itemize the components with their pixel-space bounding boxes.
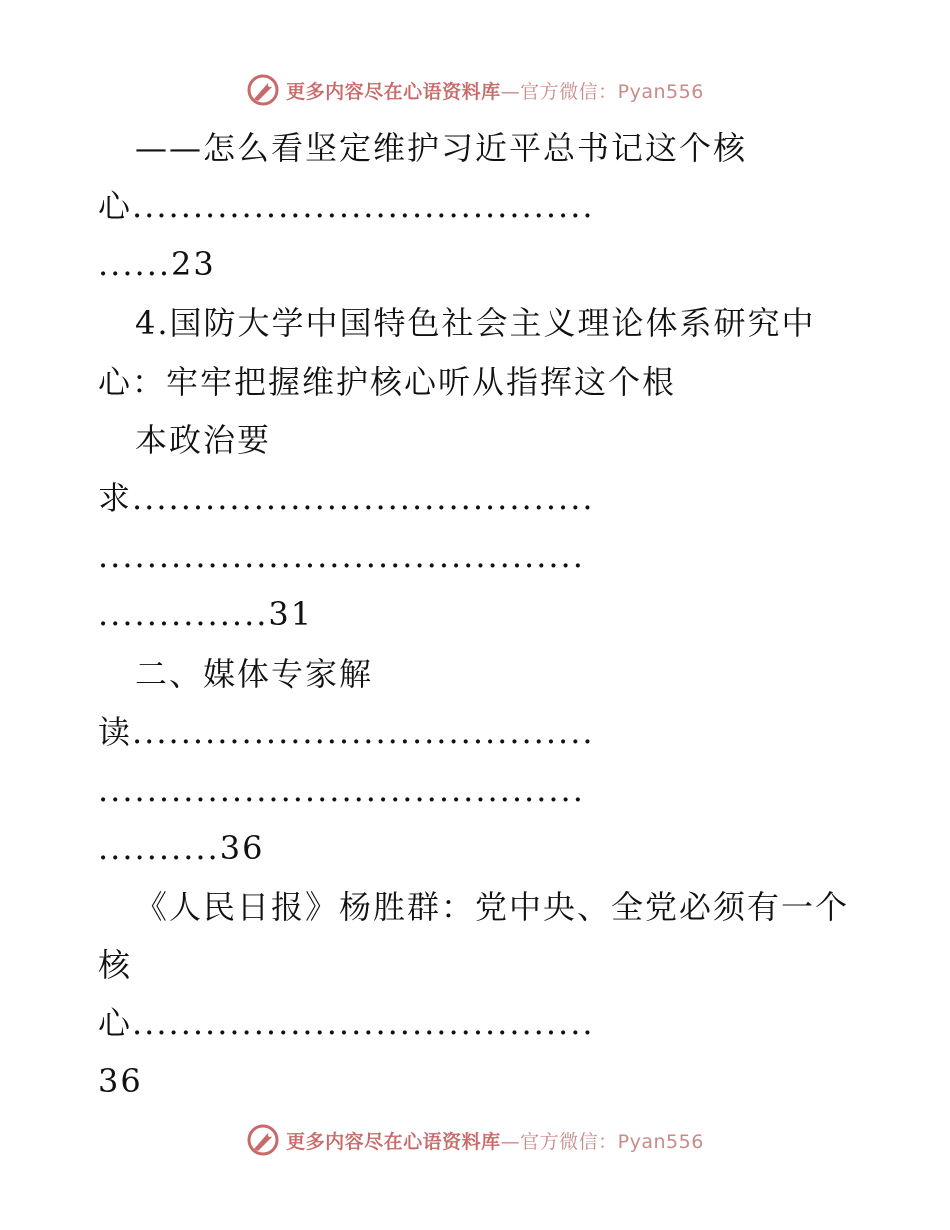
toc-leader-line: 心......................................: [98, 1004, 595, 1042]
toc-page-number-line: 36: [98, 1062, 143, 1100]
footer-banner: [0, 1120, 950, 1160]
toc-leader-line: 读......................................: [98, 713, 595, 751]
banner-text: [286, 1127, 704, 1154]
banner-contact: 官方微信：Pyan556: [520, 80, 704, 103]
toc-line: ——怎么看坚定维护习近平总书记这个核: [135, 129, 748, 167]
pen-logo-icon: [246, 73, 280, 107]
banner-separator: —: [500, 1130, 521, 1153]
header-banner: [0, 70, 950, 110]
banner-separator: —: [500, 80, 521, 103]
pen-logo-icon: [246, 1123, 280, 1157]
toc-line: 心：牢牢把握维护核心听从指挥这个根: [98, 363, 677, 401]
toc-leader-line: ........................................: [98, 537, 585, 575]
banner-text: [286, 77, 704, 104]
toc-leader-line: 求......................................: [98, 479, 595, 517]
toc-page-number-line: ..............31: [98, 595, 314, 633]
toc-page-number-line: ......23: [98, 245, 216, 283]
toc-leader-line: ........................................: [98, 771, 585, 809]
banner-brand: 更多内容尽在心语资料库: [286, 1130, 501, 1153]
banner-contact: 官方微信：Pyan556: [520, 1130, 704, 1153]
toc-line: 《人民日报》杨胜群：党中央、全党必须有一个: [135, 888, 850, 926]
toc-page-number-line: ..........36: [98, 829, 265, 867]
toc-line: 核: [98, 946, 133, 984]
toc-line: 4.国防大学中国特色社会主义理论体系研究中: [135, 304, 816, 342]
banner-brand: 更多内容尽在心语资料库: [286, 80, 501, 103]
toc-leader-line: 心......................................: [98, 187, 595, 225]
toc-section-heading: 二、媒体专家解: [135, 655, 374, 693]
toc-line: 本政治要: [135, 421, 272, 459]
